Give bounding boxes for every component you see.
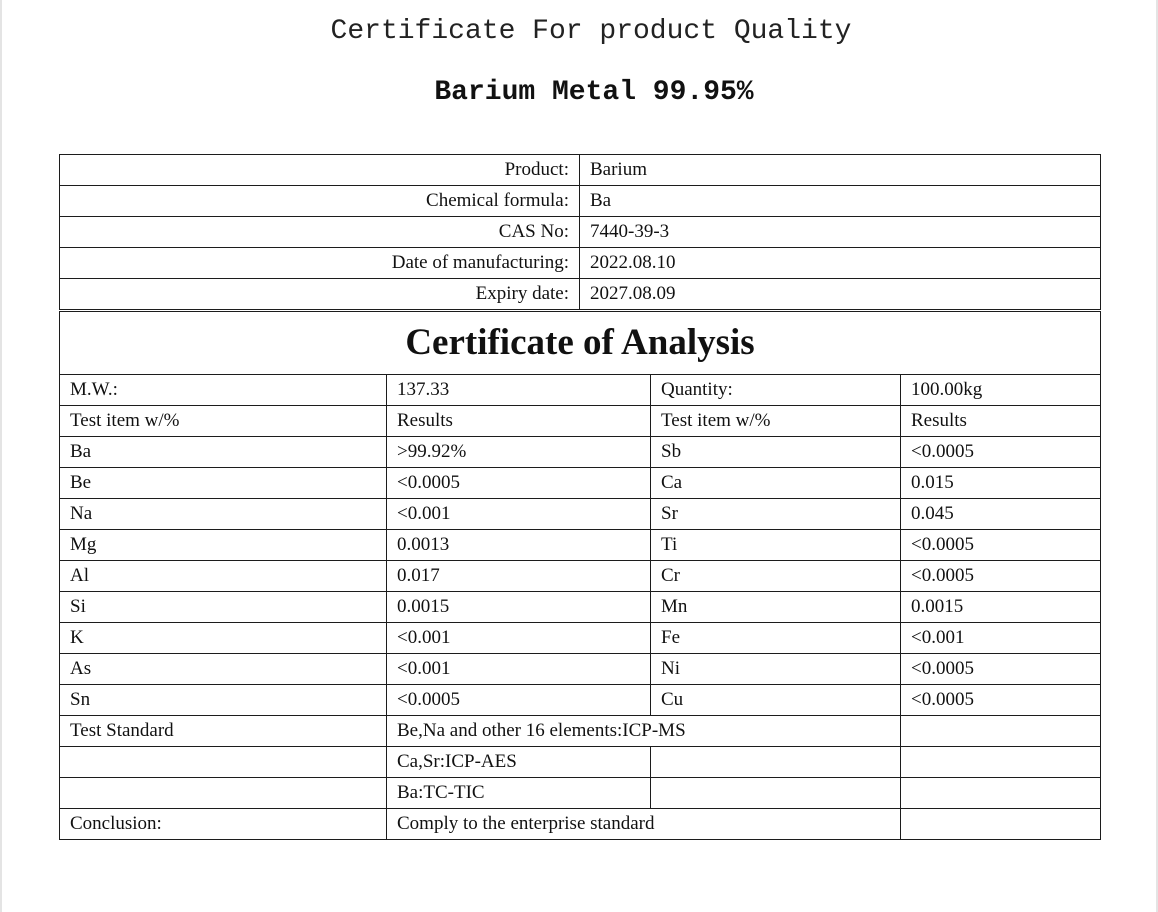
conclusion-row [60,809,1101,840]
table-row [60,499,1101,530]
test-item-cell: Ba [60,437,387,468]
conclusion-label: Conclusion: [60,809,387,840]
test-standard-row [60,716,1101,747]
test-item-cell: Sb [651,437,901,468]
info-row [60,217,1101,248]
test-item-cell: Mn [651,592,901,623]
column-header: Results [901,406,1101,437]
result-cell: <0.0005 [901,685,1101,716]
info-value-cas: 7440-39-3 [580,217,1101,248]
test-item-cell: Ca [651,468,901,499]
quantity-value: 100.00kg [901,375,1101,406]
result-cell: >99.92% [387,437,651,468]
result-cell: <0.0005 [901,530,1101,561]
column-header-row [60,406,1101,437]
result-cell: 0.0015 [901,592,1101,623]
test-item-cell: Al [60,561,387,592]
test-standard-value: Be,Na and other 16 elements:ICP-MS [387,716,901,747]
empty-cell [651,747,901,778]
mw-row [60,375,1101,406]
table-row [60,468,1101,499]
result-cell: 0.0013 [387,530,651,561]
test-item-cell: As [60,654,387,685]
result-cell: <0.0005 [901,561,1101,592]
empty-cell [901,716,1101,747]
test-item-cell: Ni [651,654,901,685]
result-cell: 0.015 [901,468,1101,499]
table-row [60,530,1101,561]
empty-cell [651,778,901,809]
info-label-product: Product: [60,155,580,186]
empty-cell [901,747,1101,778]
result-cell: 0.017 [387,561,651,592]
column-header: Test item w/% [651,406,901,437]
result-cell: <0.001 [387,623,651,654]
table-row [60,685,1101,716]
result-cell: <0.001 [901,623,1101,654]
result-cell: <0.0005 [901,437,1101,468]
empty-cell [901,778,1101,809]
column-header: Results [387,406,651,437]
table-row [60,592,1101,623]
info-row [60,248,1101,279]
test-item-cell: Mg [60,530,387,561]
result-cell: 0.045 [901,499,1101,530]
table-row [60,654,1101,685]
test-item-cell: Na [60,499,387,530]
mw-label: M.W.: [60,375,387,406]
test-standard-value: Ca,Sr:ICP-AES [387,747,651,778]
table-row [60,561,1101,592]
table-row [60,437,1101,468]
info-label-expiry-date: Expiry date: [60,279,580,310]
test-item-cell: Ti [651,530,901,561]
analysis-title: Certificate of Analysis [60,312,1101,375]
result-cell: 0.0015 [387,592,651,623]
info-value-product: Barium [580,155,1101,186]
info-row [60,279,1101,310]
page-edge-left [0,0,2,912]
test-standard-row [60,778,1101,809]
result-cell: <0.0005 [387,685,651,716]
column-header: Test item w/% [60,406,387,437]
info-row [60,186,1101,217]
test-item-cell: Fe [651,623,901,654]
result-cell: <0.001 [387,499,651,530]
info-value-expiry-date: 2027.08.09 [580,279,1101,310]
test-item-cell: Sn [60,685,387,716]
test-item-cell: Cr [651,561,901,592]
product-info-table [59,154,1101,310]
test-item-cell: Cu [651,685,901,716]
info-label-formula: Chemical formula: [60,186,580,217]
conclusion-value: Comply to the enterprise standard [387,809,901,840]
info-value-formula: Ba [580,186,1101,217]
mw-value: 137.33 [387,375,651,406]
test-standard-label: Test Standard [60,716,387,747]
empty-cell [60,747,387,778]
test-item-cell: Sr [651,499,901,530]
quantity-label: Quantity: [651,375,901,406]
info-label-cas: CAS No: [60,217,580,248]
document-title: Certificate For product Quality [330,16,852,47]
product-subtitle: Barium Metal 99.95% [434,77,754,108]
info-value-manufacturing-date: 2022.08.10 [580,248,1101,279]
info-label-manufacturing-date: Date of manufacturing: [60,248,580,279]
test-item-cell: Si [60,592,387,623]
test-item-cell: K [60,623,387,654]
table-row [60,623,1101,654]
test-standard-row [60,747,1101,778]
result-cell: <0.001 [387,654,651,685]
analysis-table [59,311,1101,840]
result-cell: <0.0005 [901,654,1101,685]
info-row [60,155,1101,186]
test-standard-value: Ba:TC-TIC [387,778,651,809]
empty-cell [901,809,1101,840]
empty-cell [60,778,387,809]
test-item-cell: Be [60,468,387,499]
result-cell: <0.0005 [387,468,651,499]
